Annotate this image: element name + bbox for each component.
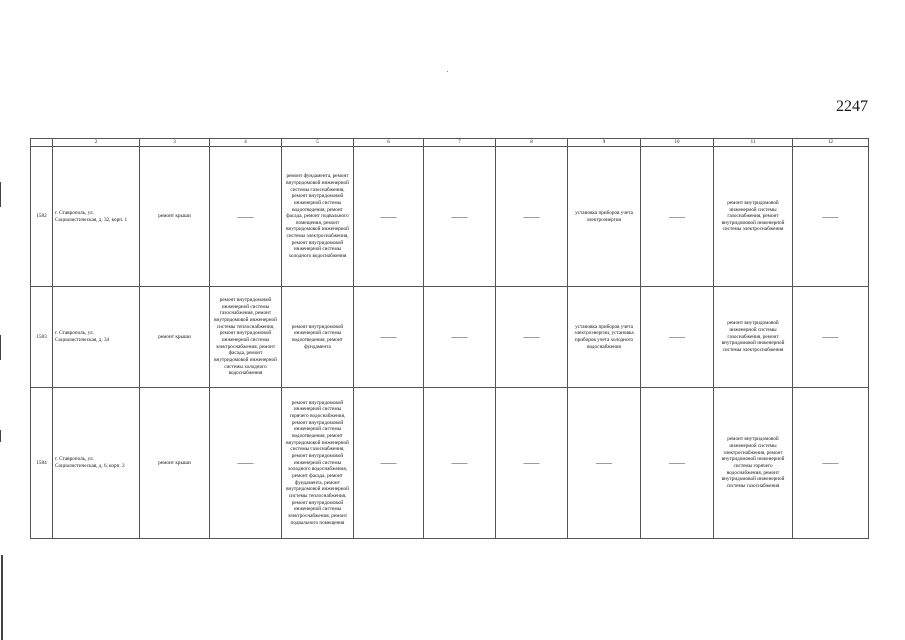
dash-mark: —— <box>380 332 397 341</box>
dash-mark: —— <box>822 332 839 341</box>
scan-edge-mark <box>1 555 3 640</box>
dash-mark: —— <box>669 332 685 341</box>
dash-mark: —— <box>380 211 397 221</box>
table-cell: ремонт внутридомовой инженерной системы газоснабжения, ремонт внутридомовой инженерной системы электроснабжения <box>714 147 793 287</box>
table-cell <box>354 287 424 388</box>
scan-edge-mark <box>0 182 1 207</box>
dash-mark: —— <box>822 458 839 467</box>
table-cell <box>568 388 641 539</box>
table-cell <box>210 147 282 287</box>
page-number: 2247 <box>836 98 868 115</box>
column-number: 5 <box>282 139 354 147</box>
column-number: 8 <box>496 139 568 147</box>
column-number: 6 <box>354 139 424 147</box>
table-cell <box>210 388 282 539</box>
dash-mark: —— <box>669 458 685 467</box>
table-row <box>31 388 869 539</box>
row-number: 1582 <box>31 147 53 287</box>
column-number <box>31 139 53 147</box>
dash-mark: —— <box>523 211 540 221</box>
address-cell: г. Ставрополь, ул. Социалистическая, д. 6, корп. 2 <box>53 388 140 539</box>
column-number: 10 <box>641 139 714 147</box>
dash-mark: —— <box>380 458 397 467</box>
table-cell <box>793 388 869 539</box>
table-cell: установка приборов учета электроэнергии, установка приборов учета холодного водоснабжения <box>568 287 641 388</box>
column-number: 9 <box>568 139 641 147</box>
dash-mark: —— <box>822 211 839 221</box>
address-cell: г. Ставрополь, ул. Социалистическая, д. 32, корп. 1 <box>53 147 140 287</box>
table-cell <box>282 388 354 539</box>
table-cell <box>793 147 869 287</box>
dash-mark: —— <box>237 458 254 467</box>
table-cell: ремонт крыши <box>140 147 210 287</box>
table-cell <box>424 147 496 287</box>
table-cell <box>496 147 568 287</box>
column-number: 11 <box>714 139 793 147</box>
table-cell: ремонт внутридомовой инженерной системы газоснабжения, ремонт внутридомовой инженерной системы электроснабжения <box>714 287 793 388</box>
cell-text: ремонт внутридомовой инженерной системы горячего водоснабжения, ремонт внутридомовой инженерной системы водоотведения, ремонт внутридомовой инженерной системы газоснабжения, ремонт внутридомовой инженерной системы холодного водоснабжения, ремонт фасада, ремонт фундамента, ремонт внутридомовой инженерной системы теплоснабжения, ремонт внутридомовой инженерной системы электроснабжения, ремонт подвального помещения <box>286 399 349 526</box>
table-cell: ремонт крыши <box>140 388 210 539</box>
column-number: 3 <box>140 139 210 147</box>
table-cell <box>496 287 568 388</box>
column-number: 7 <box>424 139 496 147</box>
table-cell: ремонт внутридомовой инженерной системы газоснабжения, ремонт внутридомовой инженерной системы теплоснабжения, ремонт внутридомовой инженерной системы электроснабжения, ремонт фасада, ремонт внутридомовой инженерной системы холодного водоснабжения <box>210 287 282 388</box>
column-number: 12 <box>793 139 869 147</box>
dash-mark: —— <box>523 458 540 467</box>
table-cell <box>424 388 496 539</box>
table-cell <box>641 147 714 287</box>
dash-mark: —— <box>523 332 540 341</box>
table-row <box>31 287 869 388</box>
dash-mark: —— <box>451 332 468 341</box>
repair-schedule-table <box>30 138 869 539</box>
row-number: 1584 <box>31 388 53 539</box>
table-cell: установка приборов учета электроэнергии <box>568 147 641 287</box>
table-cell <box>793 287 869 388</box>
dash-mark: —— <box>237 211 254 221</box>
dash-mark: —— <box>669 211 685 221</box>
table-cell <box>496 388 568 539</box>
table-cell <box>424 287 496 388</box>
dash-mark: —— <box>596 458 612 467</box>
table-cell: ремонт внутридомовой инженерной системы электроснабжения, ремонт внутридомовой инженерной системы горячего водоснабжения, ремонт внутридомовой инженерной системы газоснабжения <box>714 388 793 539</box>
scan-edge-mark <box>0 430 1 442</box>
table-cell <box>354 147 424 287</box>
scan-dust <box>447 71 448 72</box>
table-cell: ремонт крыши <box>140 287 210 388</box>
table-cell <box>641 287 714 388</box>
dash-mark: —— <box>451 211 468 221</box>
column-numbers-row <box>31 139 869 147</box>
table-cell: ремонт фундамента, ремонт внутридомовой инженерной системы газоснабжения, ремонт внутридомовой инженерной системы водоотведения, ремонт фасада, ремонт подвального помещения, ремонт внутридомовой инженерной системы электроснабжения, ремонт внутридомовой инженерной системы холодного водоснабжения <box>282 147 354 287</box>
dash-mark: —— <box>451 458 468 467</box>
table-cell <box>641 388 714 539</box>
column-number: 4 <box>210 139 282 147</box>
row-number: 1583 <box>31 287 53 388</box>
table-cell <box>354 388 424 539</box>
column-number: 2 <box>53 139 140 147</box>
table-row <box>31 147 869 287</box>
table-cell: ремонт внутридомовой инженерной системы водоотведения, ремонт фундамента <box>282 287 354 388</box>
address-cell: г. Ставрополь, ул. Социалистическая, д. 34 <box>53 287 140 388</box>
scan-edge-mark <box>0 335 1 360</box>
